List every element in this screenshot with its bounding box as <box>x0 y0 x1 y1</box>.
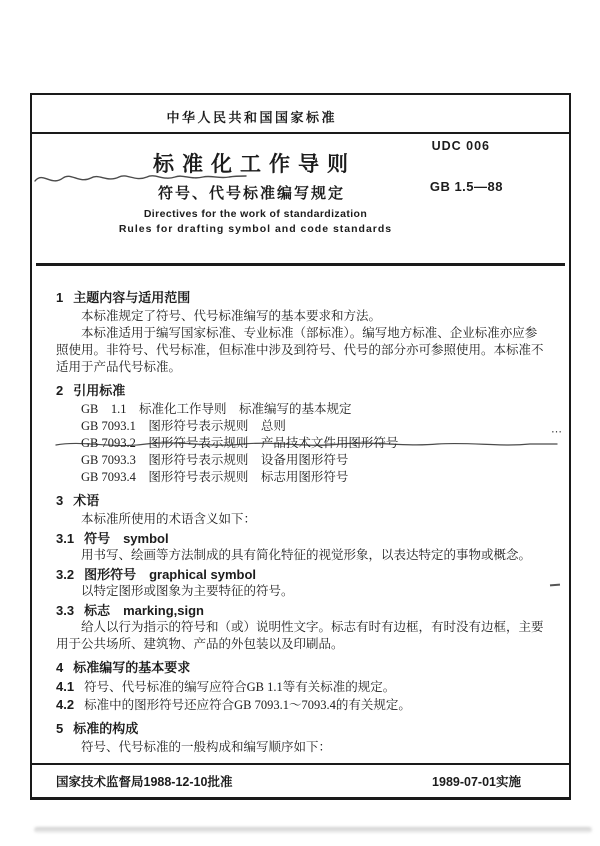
section-heading-text: 标准编写的基本要求 <box>73 660 191 675</box>
paragraph: 本标准适用于编写国家标准、专业标准（部标准）。编写地方标准、企业标准亦应参照使用。非符号、代号标准，但标准中涉及到符号、代号的部分亦可参照使用。本标准不适用于产品代号标准。 <box>56 326 544 374</box>
english-title: Directives for the work of standardization <box>143 208 368 220</box>
paragraph: 本标准所使用的术语含义如下： <box>81 512 257 526</box>
subsection-heading-3-2 <box>56 566 549 583</box>
subsection-number: 3.2 <box>56 567 75 582</box>
standard-org-title: 中华人民共和国国家标准 <box>166 110 337 125</box>
section-heading-text: 标准的构成 <box>73 721 139 736</box>
scan-edge-artifact <box>34 827 592 833</box>
referenced-standard: GB 7093.3 图形符号表示规则 设备用图形符号 <box>81 453 349 467</box>
document-body <box>56 283 549 756</box>
numbered-paragraph-4-2 <box>56 696 549 714</box>
footer <box>56 772 521 790</box>
clause-text: 符号、代号标准的编写应符合GB 1.1等有关标准的规定。 <box>84 680 396 694</box>
standard-subtitle: 符号、代号标准编写规定 <box>157 185 345 202</box>
paragraph: 以特定图形或图象为主要特征的符号。 <box>81 584 294 598</box>
section-heading-text: 术语 <box>73 493 100 508</box>
header-divider-rule <box>32 132 569 134</box>
scan-speck-artifact: ⋯ <box>551 426 564 438</box>
standard-title: 标准化工作导则 <box>153 153 356 176</box>
referenced-standard: GB 7093.4 图形符号表示规则 标志用图形符号 <box>81 470 349 484</box>
subsection-heading-text: 标志 marking,sign <box>84 603 204 618</box>
referenced-standard: GB 1.1 标准化工作导则 标准编写的基本规定 <box>81 402 352 416</box>
scan-speck-artifact <box>550 584 560 587</box>
footer-divider-rule <box>32 763 569 765</box>
subsection-heading-3-1 <box>56 530 549 547</box>
paragraph: 用书写、绘画等方法制成的具有简化特征的视觉形象，以表达特定的事物或概念。 <box>81 548 532 562</box>
section-heading-4 <box>56 659 549 676</box>
section-heading-text: 主题内容与适用范围 <box>73 290 191 305</box>
section-number: 2 <box>56 383 64 398</box>
section-heading-5 <box>56 720 549 737</box>
clause-number: 4.2 <box>56 697 75 712</box>
numbered-paragraph-4-1 <box>56 678 549 696</box>
section-number: 3 <box>56 493 64 508</box>
section-heading-1 <box>56 289 549 306</box>
subsection-number: 3.1 <box>56 531 75 546</box>
english-subtitle: Rules for drafting symbol and code standards <box>118 223 393 235</box>
section-number: 4 <box>56 660 64 675</box>
referenced-standard-text: GB 7093.2 图形符号表示规则 产品技术文件用图形符号 <box>81 436 399 450</box>
section-heading-text: 引用标准 <box>73 383 126 398</box>
subsection-heading-text: 符号 symbol <box>84 531 169 546</box>
clause-text: 标准中的图形符号还应符合GB 7093.1～7093.4的有关规定。 <box>84 698 411 712</box>
approval-note: 国家技术监督局1988-12-10批准 <box>56 775 233 789</box>
page-border-frame <box>30 93 571 800</box>
referenced-standard: GB 7093.1 图形符号表示规则 总则 <box>81 419 286 433</box>
implementation-date: 1989-07-01实施 <box>432 775 521 789</box>
udc-number: UDC 006 <box>431 139 490 153</box>
section-number: 1 <box>56 290 64 305</box>
section-number: 5 <box>56 721 64 736</box>
subsection-number: 3.3 <box>56 603 75 618</box>
standard-code: GB 1.5—88 <box>429 179 503 194</box>
paragraph: 本标准规定了符号、代号标准编写的基本要求和方法。 <box>81 309 382 323</box>
paragraph: 符号、代号标准的一般构成和编写顺序如下： <box>81 740 332 754</box>
section-heading-3 <box>56 492 549 509</box>
title-body-divider-rule <box>36 263 565 266</box>
referenced-standard <box>56 435 549 452</box>
paragraph: 给人以行为指示的符号和（或）说明性文字。标志有时有边框，有时没有边框，主要用于公共场所、建筑物、产品的外包装以及印刷品。 <box>56 620 544 651</box>
subsection-heading-3-3 <box>56 602 549 619</box>
clause-number: 4.1 <box>56 679 75 694</box>
section-heading-2 <box>56 382 549 399</box>
subsection-heading-text: 图形符号 graphical symbol <box>84 567 256 582</box>
